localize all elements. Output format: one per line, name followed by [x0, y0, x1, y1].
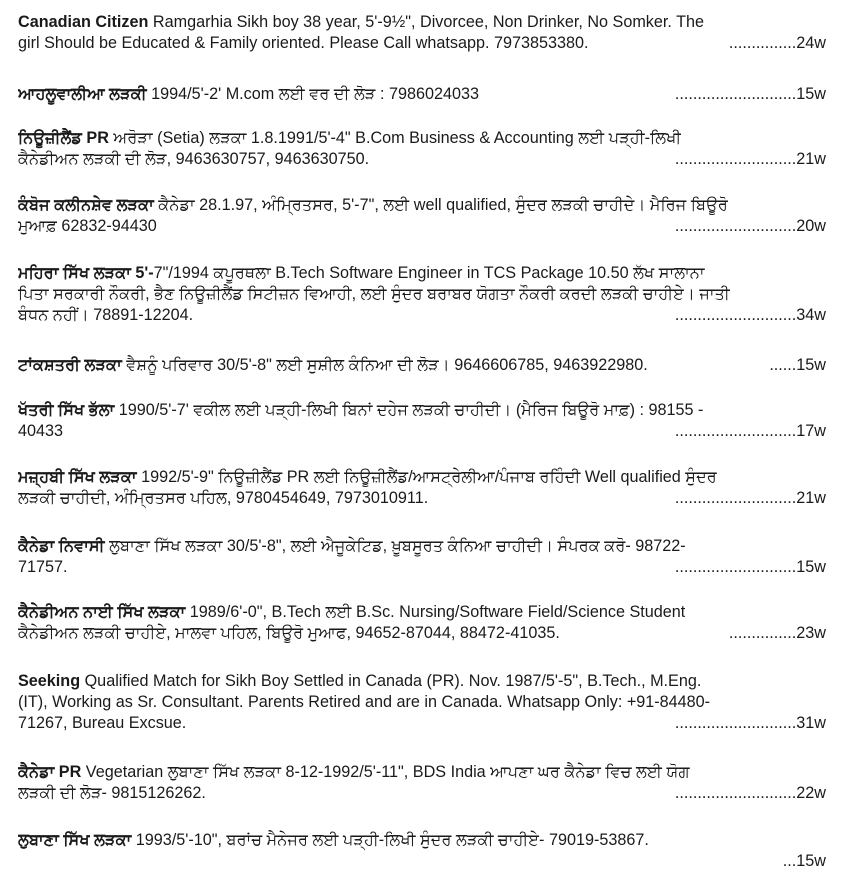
ad-text: ਵੈਸ਼ਨੂੰ ਪਰਿਵਾਰ 30/5'-8" ਲਈ ਸੁਸ਼ੀਲ ਕੰਨਿਆ ਦੀ ਲੋੜ। 9646606785, 9463922980.	[126, 356, 648, 374]
ad-line	[18, 355, 826, 376]
ad-lead: ਨਿਊਜ਼ੀਲੈਂਡ PR	[18, 129, 109, 147]
ad-text: 1989/6'-0", B.Tech ਲਈ B.Sc. Nursing/Software Field/Science Student	[189, 603, 686, 621]
ad-line	[18, 195, 826, 216]
ad-line	[18, 128, 826, 149]
ad-lead: ਕੈਨੇਡਾ ਨਿਵਾਸੀ	[18, 537, 105, 555]
ad-lead: ਮਜ਼੍ਹਬੀ ਸਿੱਖ ਲੜਕਾ	[18, 468, 137, 486]
ad-word-count: ...........................34w	[674, 306, 826, 324]
ad-word-count: ...............24w	[728, 34, 826, 52]
ad-entry	[18, 602, 826, 644]
ad-text: ਕੈਨੇਡਾ 28.1.97, ਅੰਮ੍ਰਿਤਸਰ, 5'-7", ਲਈ well qualified, ਸੁੰਦਰ ਲੜਕੀ ਚਾਹੀਦੇ। ਮੈਰਿਜ ਬਿਊਰੋ	[158, 196, 728, 214]
ad-text: ਲੜਕੀ ਚਾਹੀਦੀ, ਅੰਮ੍ਰਿਤਸਰ ਪਹਿਲ, 9780454649, 7973010911.	[18, 489, 429, 507]
ad-lead: ਖੱਤਰੀ ਸਿੱਖ ਭੱਲਾ	[18, 401, 115, 419]
ad-entry	[18, 671, 826, 734]
ad-word-count: ...............23w	[728, 624, 826, 642]
ad-text: Vegetarian ਲੁਬਾਣਾ ਸਿੱਖ ਲੜਕਾ 8-12-1992/5'-11", BDS India ਆਪਣਾ ਘਰ ਕੈਨੇਡਾ ਵਿਚ ਲਈ ਯੋਗ	[85, 763, 690, 781]
ad-line	[18, 305, 826, 326]
ad-line	[18, 536, 826, 557]
ad-text: (IT), Working as Sr. Consultant. Parents Retired and are in Canada. Whatsapp Only: +91-84480-	[18, 693, 711, 711]
ad-text: 71267, Bureau Excsue.	[18, 714, 187, 732]
ad-line	[18, 830, 826, 851]
ad-line	[18, 400, 826, 421]
ad-line	[18, 783, 826, 804]
ad-lead: ਕੈਨੇਡਾ PR	[18, 763, 82, 781]
ad-line	[18, 84, 826, 105]
ad-line	[18, 713, 826, 734]
ad-text: 1993/5'-10", ਬਰਾਂਚ ਮੈਨੇਜਰ ਲਈ ਪੜ੍ਹੀ-ਲਿਖੀ ਸੁੰਦਰ ਲੜਕੀ ਚਾਹੀਏ- 79019-53867.	[135, 831, 649, 849]
ad-text: Ramgarhia Sikh boy 38 year, 5'-9½", Divorcee, Non Drinker, No Somker. The	[152, 13, 704, 31]
ad-word-count: ...........................17w	[674, 422, 826, 440]
ad-line	[18, 623, 826, 644]
ad-entry	[18, 400, 826, 442]
ad-line	[18, 488, 826, 509]
ad-text: ਪਿਤਾ ਸਰਕਾਰੀ ਨੌਕਰੀ, ਭੈਣ ਨਿਊਜ਼ੀਲੈਂਡ ਸਿਟੀਜ਼ਨ ਵਿਆਹੀ, ਲਈ ਸੁੰਦਰ ਬਰਾਬਰ ਯੋਗਤਾ ਨੌਕਰੀ ਕਰਦੀ ਲੜਕੀ ਚਾਹੀਏ। ਜਾਤੀ	[18, 285, 730, 303]
ad-line	[18, 602, 826, 623]
ad-line	[18, 421, 826, 442]
ad-line	[18, 263, 826, 284]
ad-text: 40433	[18, 422, 64, 440]
ad-text: ਮੁਆਫ਼ 62832-94430	[18, 217, 157, 235]
ad-lead: ਲੁਬਾਣਾ ਸਿੱਖ ਲੜਕਾ	[18, 831, 132, 849]
ad-word-count: ...........................31w	[674, 714, 826, 732]
ad-text: girl Should be Educated & Family oriented. Please Call whatsapp. 7973853380.	[18, 34, 589, 52]
ad-line	[18, 284, 826, 305]
ad-line	[18, 467, 826, 488]
ad-text: 1994/5'-2' M.com ਲਈ ਵਰ ਦੀ ਲੋੜ : 7986024033	[151, 85, 479, 103]
ad-entry	[18, 263, 826, 326]
ad-text: Qualified Match for Sikh Boy Settled in Canada (PR). Nov. 1987/5'-5", B.Tech., M.Eng.	[84, 672, 702, 690]
ad-text: 1990/5'-7' ਵਕੀਲ ਲਈ ਪੜ੍ਹੀ-ਲਿਖੀ ਬਿਨਾਂ ਦਹੇਜ ਲੜਕੀ ਚਾਹੀਦੀ। (ਮੈਰਿਜ ਬਿਊਰੋ ਮਾਫ਼) : 98155 -	[118, 401, 704, 419]
ad-lead: ਕੰਬੋਜ ਕਲੀਨਸ਼ੇਵ ਲੜਕਾ	[18, 196, 154, 214]
ad-line	[18, 12, 826, 33]
ad-entry	[18, 128, 826, 170]
ad-line	[18, 762, 826, 783]
ad-word-count: ......15w	[769, 356, 826, 374]
ad-line	[18, 33, 826, 54]
ad-line	[18, 557, 826, 578]
ad-word-count: ...15w	[782, 852, 826, 870]
ad-entry	[18, 195, 826, 237]
ad-word-count: ...........................21w	[674, 150, 826, 168]
ad-text: ਬੰਧਨ ਨਹੀਂ। 78891-12204.	[18, 306, 194, 324]
ad-lead: ਆਹਲੂਵਾਲੀਆ ਲੜਕੀ	[18, 85, 147, 103]
ad-entry	[18, 536, 826, 578]
ad-word-count: ...........................22w	[674, 784, 826, 802]
ad-entry	[18, 467, 826, 509]
ad-text: ਕੈਨੇਡੀਅਨ ਲੜਕੀ ਚਾਹੀਏ, ਮਾਲਵਾ ਪਹਿਲ, ਬਿਊਰੋ ਮੁਆਫ, 94652-87044, 88472-41035.	[18, 624, 560, 642]
ad-entry	[18, 355, 826, 376]
ad-word-count: ...........................15w	[674, 85, 826, 103]
ad-line	[18, 851, 826, 872]
ad-text: ਅਰੋੜਾ (Setia) ਲੜਕਾ 1.8.1991/5'-4" B.Com Business & Accounting ਲਈ ਪੜ੍ਹੀ-ਲਿਖੀ	[113, 129, 682, 147]
ad-lead: ਟਾਂਕਸ਼ਤਰੀ ਲੜਕਾ	[18, 356, 122, 374]
ad-word-count: ...........................21w	[674, 489, 826, 507]
ad-word-count: ...........................15w	[674, 558, 826, 576]
ad-text: 1992/5'-9" ਨਿਊਜ਼ੀਲੈਂਡ PR ਲਈ ਨਿਊਜ਼ੀਲੈਂਡ/ਆਸਟ੍ਰੇਲੀਆ/ਪੰਜਾਬ ਰਹਿੰਦੀ Well qualified ਸੁੰਦਰ	[141, 468, 717, 486]
ad-entry	[18, 12, 826, 54]
ad-lead: Canadian Citizen	[18, 13, 149, 31]
ad-word-count: ...........................20w	[674, 217, 826, 235]
ad-line	[18, 692, 826, 713]
ad-line	[18, 149, 826, 170]
ad-line	[18, 671, 826, 692]
ad-text: ਲੜਕੀ ਦੀ ਲੋੜ- 9815126262.	[18, 784, 206, 802]
ad-text: ਲੁਬਾਣਾ ਸਿੱਖ ਲੜਕਾ 30/5'-8", ਲਈ ਐਜੂਕੇਟਿਡ, ਖ਼ੂਬਸੂਰਤ ਕੰਨਿਆ ਚਾਹੀਦੀ। ਸੰਪਰਕ ਕਰੋ- 98722-	[109, 537, 686, 555]
ad-lead: Seeking	[18, 672, 81, 690]
ad-line	[18, 216, 826, 237]
ad-lead: ਮਹਿਰਾ ਸਿੱਖ ਲੜਕਾ 5'-	[18, 264, 154, 282]
ad-text: 71757.	[18, 558, 68, 576]
ad-lead: ਕੈਨੇਡੀਅਨ ਨਾਈ ਸਿੱਖ ਲੜਕਾ	[18, 603, 186, 621]
ad-text: 7"/1994 ਕਪੂਰਥਲਾ B.Tech Software Engineer in TCS Package 10.50 ਲੱਖ ਸਾਲਾਨਾ	[153, 264, 705, 282]
ad-entry	[18, 762, 826, 804]
ad-entry	[18, 84, 826, 105]
ad-entry	[18, 830, 826, 872]
ad-text: ਕੈਨੇਡੀਅਨ ਲੜਕੀ ਦੀ ਲੋੜ, 9463630757, 9463630750.	[18, 150, 370, 168]
